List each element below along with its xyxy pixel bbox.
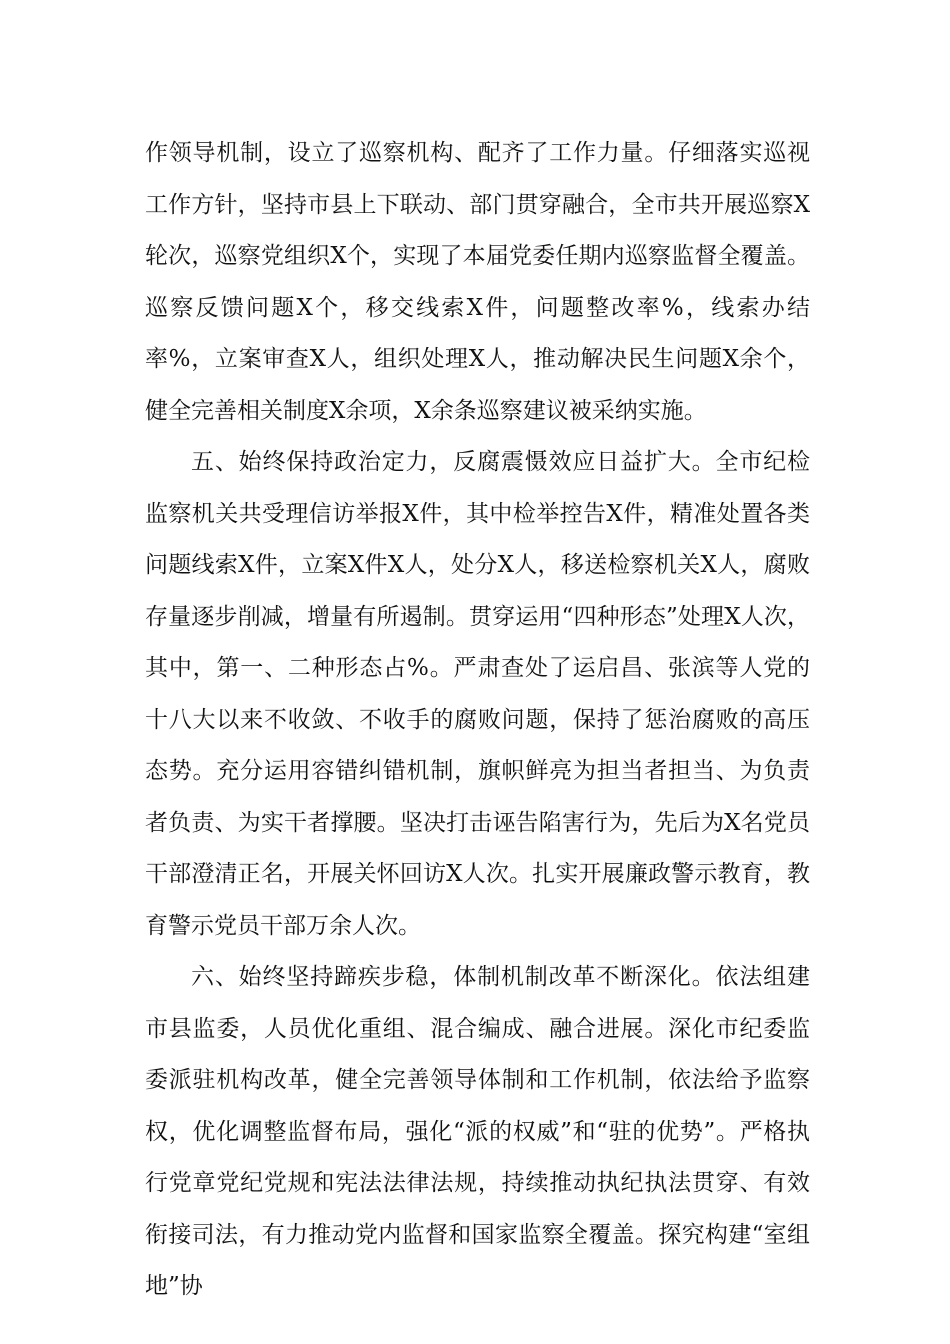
paragraph-section-five: 五、始终保持政治定力，反腐震慑效应日益扩大。全市纪检监察机关共受理信访举报X件，其中检举控告X件，精准处置各类问题线索X件，立案X件X人，处分X人，移送检察机关X人，腐败存量逐步削减，增量有所遏制。贯穿运用“四种形态”处理X人次，其中，第一、二种形态占%。严肃查处了运启昌、张滨等人党的十八大以来不收敛、不收手的腐败问题，保持了惩治腐败的高压态势。充分运用容错纠错机制，旗帜鲜亮为担当者担当、为负责者负责、为实干者撑腰。坚决打击诬告陷害行为，先后为X名党员干部澄清正名，开展关怀回访X人次。扎实开展廉政警示教育，教育警示党员干部万余人次。 xyxy=(145,449,810,939)
paragraph-inspection-continued: 作领导机制，设立了巡察机构、配齐了工作力量。仔细落实巡视工作方针，坚持市县上下联动、部门贯穿融合，全市共开展巡察X轮次，巡察党组织X个，实现了本届党委任期内巡察监督全覆盖。巡察反馈问题X个，移交线索X件，问题整改率%，线索办结率%，立案审查X人，组织处理X人，推动解决民生问题X余个，健全完善相关制度X余项，X余条巡察建议被采纳实施。 xyxy=(145,140,810,424)
paragraph-section-six: 六、始终坚持蹄疾步稳，体制机制改革不断深化。依法组建市县监委，人员优化重组、混合编成、融合进展。深化市纪委监委派驻机构改革，健全完善领导体制和工作机制，依法给予监察权，优化调整监督布局，强化“派的权威”和“驻的优势”。严格执行党章党纪党规和宪法法律法规，持续推动执纪执法贯穿、有效衔接司法，有力推动党内监督和国家监察全覆盖。探究构建“室组地”协 xyxy=(145,964,810,1299)
document-body xyxy=(145,128,810,1313)
